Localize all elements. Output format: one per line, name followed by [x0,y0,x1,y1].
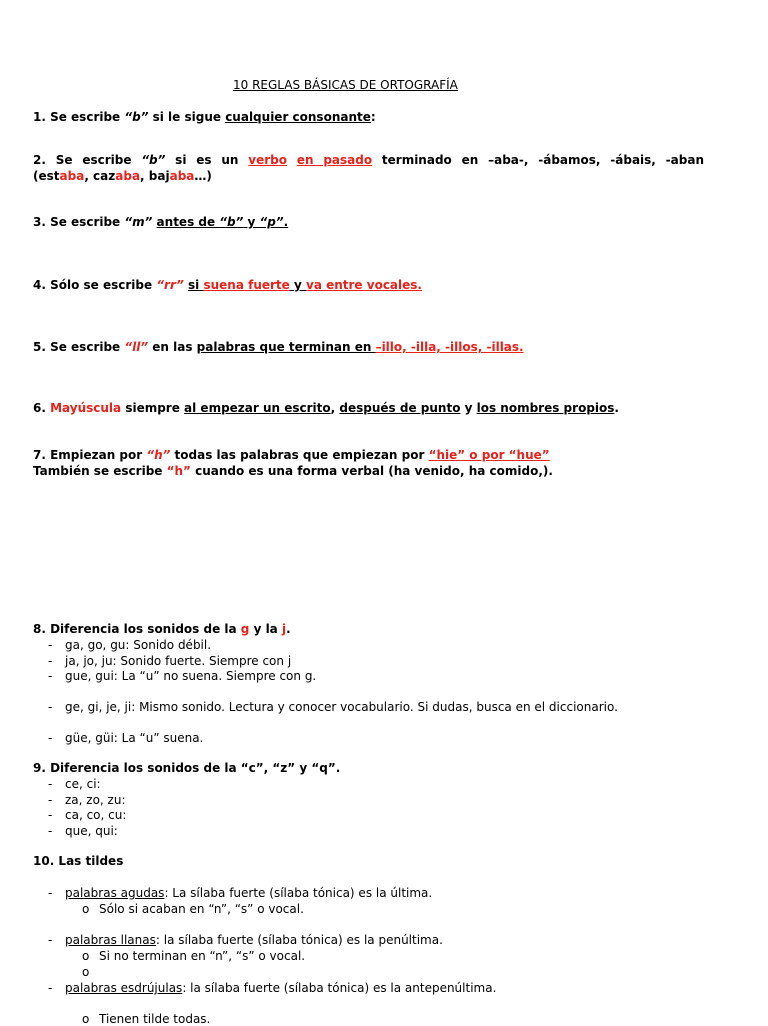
agudas-subitem: Sólo si acaban en “n”, “s” o vocal. [99,902,304,916]
rule-3: 3. Se escribe “m” antes de “b” y “p”. [33,215,289,229]
rule-8-heading: 8. Diferencia los sonidos de la g y la j. [33,622,291,636]
list-bullet: - [48,777,53,791]
list-bullet: - [48,654,53,668]
rule-5: 5. Se escribe “ll” en las palabras que terminan en –illo, -illa, -illos, -illas. [33,340,524,354]
rule-10-heading: 10. Las tildes [33,854,124,868]
list-item: ge, gi, je, ji: Mismo sonido. Lectura y conocer vocabulario. Si dudas, busca en el diccionario. [65,700,618,714]
llanas-item: palabras llanas: la sílaba fuerte (sílaba tónica) es la penúltima. [65,933,443,947]
rule-2-line-1: 2. Se escribe “b” si es un verbo en pasado terminado en –aba-, -ábamos, -ábais, -aban [33,153,704,167]
list-item: ca, co, cu: [65,808,127,822]
llanas-subitem: Si no terminan en “n”, “s” o vocal. [99,949,306,963]
rule-4: 4. Sólo se escribe “rr” si suena fuerte y va entre vocales. [33,278,422,292]
sub-bullet: o [82,949,90,963]
list-bullet: - [48,886,53,900]
esdrujulas-subitem: Tienen tilde todas. [99,1012,211,1026]
list-item: ja, jo, ju: Sonido fuerte. Siempre con j [65,654,292,668]
sub-bullet: o [82,1012,90,1026]
rule-2-line-2: (estaba, cazaba, bajaba…) [33,169,212,183]
list-bullet: - [48,808,53,822]
esdrujulas-item: palabras esdrújulas: la sílaba fuerte (sílaba tónica) es la antepenúltima. [65,981,497,995]
list-bullet: - [48,731,53,745]
list-item: ce, ci: [65,777,101,791]
agudas-item: palabras agudas: La sílaba fuerte (sílaba tónica) es la última. [65,886,433,900]
list-item: que, qui: [65,824,118,838]
sub-bullet-empty: o [82,965,90,979]
rule-7-line-2: También se escribe “h” cuando es una forma verbal (ha venido, ha comido,). [33,464,553,478]
list-item: za, zo, zu: [65,793,126,807]
list-item: ga, go, gu: Sonido débil. [65,638,212,652]
list-bullet: - [48,700,53,714]
rule-6: 6. Mayúscula siempre al empezar un escrito, después de punto y los nombres propios. [33,401,619,415]
list-bullet: - [48,669,53,683]
rule-1: 1. Se escribe “b” si le sigue cualquier consonante: [33,110,376,124]
list-bullet: - [48,638,53,652]
list-bullet: - [48,793,53,807]
list-item: gue, gui: La “u” no suena. Siempre con g. [65,669,317,683]
list-bullet: - [48,824,53,838]
list-bullet: - [48,933,53,947]
list-item: güe, güi: La “u” suena. [65,731,204,745]
rule-7-line-1: 7. Empiezan por “h” todas las palabras que empiezan por “hie” o por “hue” [33,448,550,462]
rule-9-heading: 9. Diferencia los sonidos de la “c”, “z” y “q”. [33,761,341,775]
list-bullet: - [48,981,53,995]
page-title: 10 REGLAS BÁSICAS DE ORTOGRAFÍA [233,78,458,92]
sub-bullet: o [82,902,90,916]
